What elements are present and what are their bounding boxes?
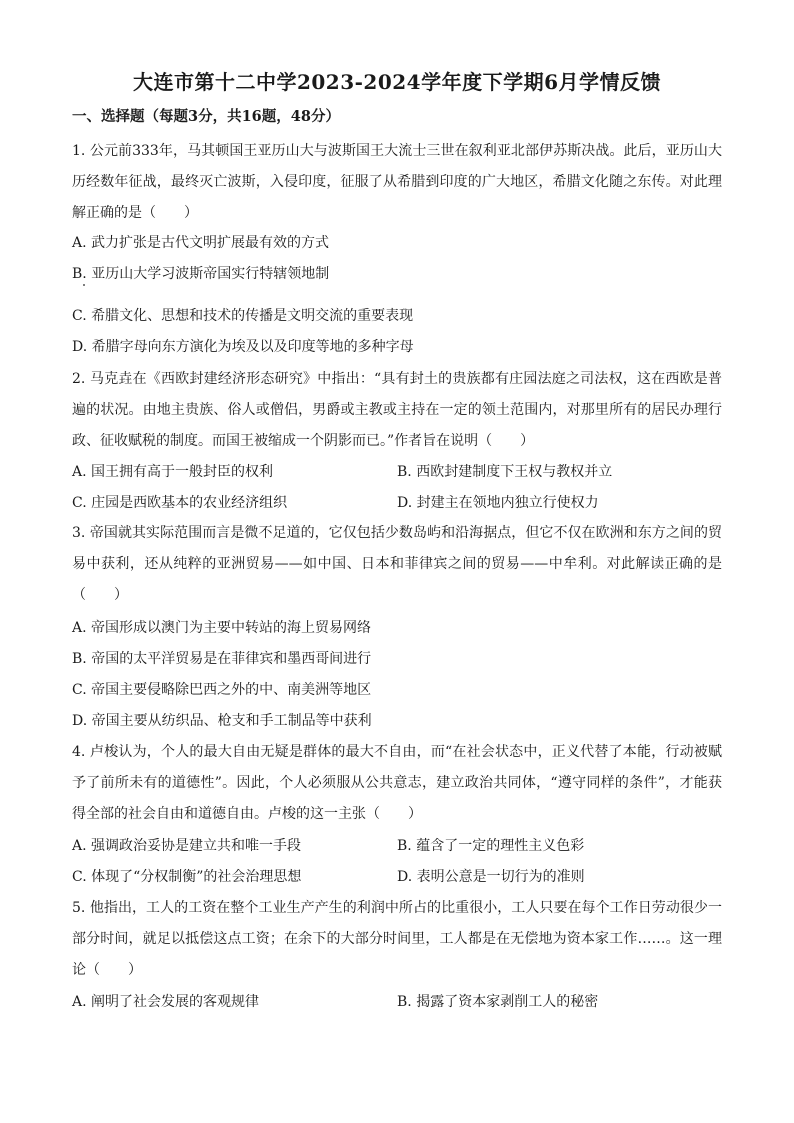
question-1-stem: 1. 公元前333年，马其顿国王亚历山大与波斯国王大流士三世在叙利亚北部伊苏斯决战。此后，亚历山大历经数年征战，最终灭亡波斯，入侵印度，征服了从希腊到印度的广大地区，希腊文化随之东传。对此理解正确的是（ ）	[72, 143, 722, 221]
question-3-option-b[interactable]: B. 帝国的太平洋贸易是在菲律宾和墨西哥间进行	[72, 651, 372, 667]
question-2-option-d[interactable]: D. 封建主在领地内独立行使权力	[397, 495, 599, 511]
question-2-option-a[interactable]: A. 国王拥有高于一般封臣的权利	[72, 464, 274, 480]
question-4-stem: 4. 卢梭认为，个人的最大自由无疑是群体的最大不自由，而“在社会状态中，正义代替了本能，行动被赋予了前所未有的道德性”。因此，个人必须服从公共意志，建立政治共同体，“遵守同样的条件”，才能获得全部的社会自由和道德自由。卢梭的这一主张（ ）	[72, 744, 722, 822]
question-1-option-c[interactable]: C. 希腊文化、思想和技术的传播是文明交流的重要表现	[72, 308, 414, 324]
section-heading: 一、选择题（每题3分，共16题，48分）	[72, 108, 340, 125]
question-2-option-b[interactable]: B. 西欧封建制度下王权与教权并立	[397, 464, 613, 480]
question-2-option-c[interactable]: C. 庄园是西欧基本的农业经济组织	[72, 495, 288, 511]
question-5-option-a[interactable]: A. 阐明了社会发展的客观规律	[72, 994, 260, 1010]
stray-mark	[83, 284, 85, 286]
question-3-option-a[interactable]: A. 帝国形成以澳门为主要中转站的海上贸易网络	[72, 620, 372, 636]
page-title: 大连市第十二中学2023-2024学年度下学期6月学情反馈	[132, 70, 662, 94]
question-1-option-b[interactable]: B. 亚历山大学习波斯帝国实行特辖领地制	[72, 266, 330, 282]
question-4-option-d[interactable]: D. 表明公意是一切行为的准则	[397, 869, 585, 885]
question-5-option-b[interactable]: B. 揭露了资本家剥削工人的秘密	[397, 994, 599, 1010]
question-4-option-b[interactable]: B. 蕴含了一定的理性主义色彩	[397, 838, 585, 854]
question-1-option-d[interactable]: D. 希腊字母向东方演化为埃及以及印度等地的多种字母	[72, 339, 414, 355]
question-3-option-c[interactable]: C. 帝国主要侵略除巴西之外的中、南美洲等地区	[72, 682, 372, 698]
question-1-option-a[interactable]: A. 武力扩张是古代文明扩展最有效的方式	[72, 235, 330, 251]
question-4-option-c[interactable]: C. 体现了“分权制衡”的社会治理思想	[72, 869, 302, 885]
question-3-stem: 3. 帝国就其实际范围而言是微不足道的，它仅包括少数岛屿和沿海据点，但它不仅在欧洲和东方之间的贸易中获利，还从纯粹的亚洲贸易——如中国、日本和菲律宾之间的贸易——中牟利。对此解读正确的是（ ）	[72, 525, 722, 603]
question-4-option-a[interactable]: A. 强调政治妥协是建立共和唯一手段	[72, 838, 302, 854]
question-5-stem: 5. 他指出，工人的工资在整个工业生产产生的利润中所占的比重很小，工人只要在每个工作日劳动很少一部分时间，就足以抵偿这点工资；在余下的大部分时间里，工人都是在无偿地为资本家工作……。这一理论（ ）	[72, 900, 722, 978]
question-2-stem: 2. 马克垚在《西欧封建经济形态研究》中指出：“具有封土的贵族都有庄园法庭之司法权，这在西欧是普遍的状况。由地主贵族、俗人或僧侣，男爵或主教或主持在一定的领土范围内，对那里所有的居民办理行政、征收赋税的制度。而国王被缩成一个阴影而已。”作者旨在说明（ ）	[72, 371, 722, 449]
question-3-option-d[interactable]: D. 帝国主要从纺织品、枪支和手工制品等中获利	[72, 713, 372, 729]
